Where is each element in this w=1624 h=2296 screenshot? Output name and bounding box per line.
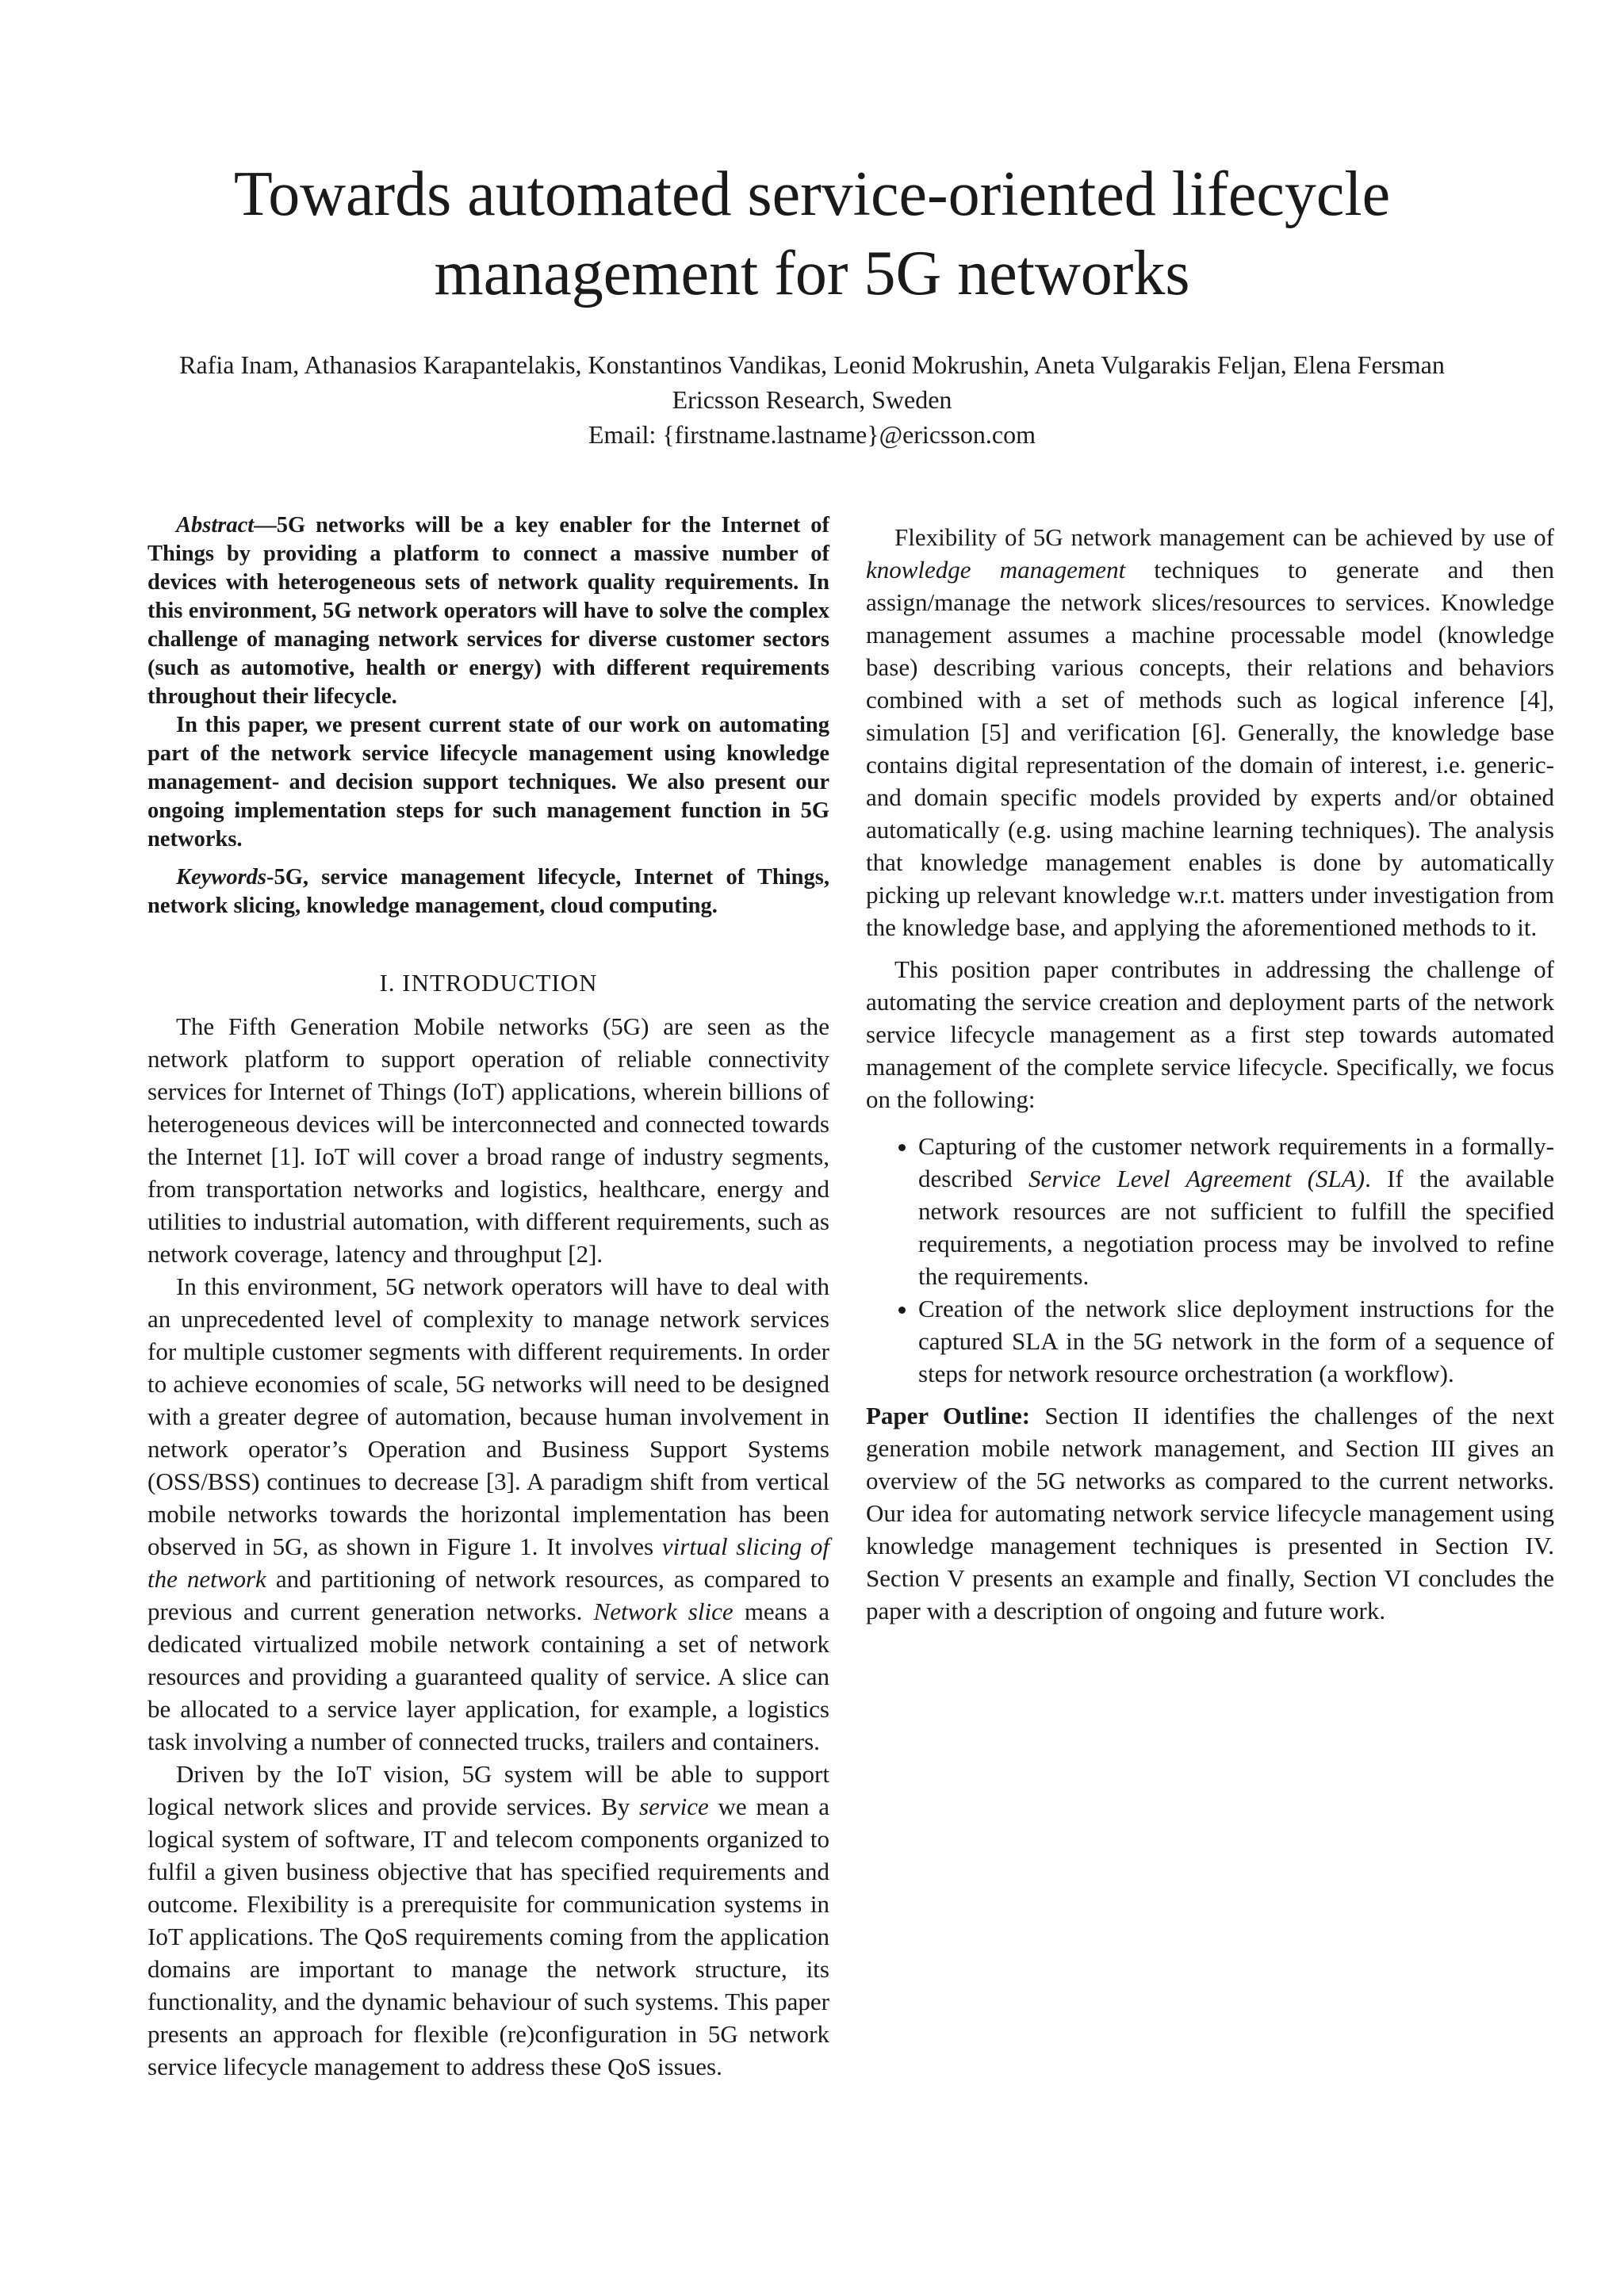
intro-p3-emph-service: service [639, 1793, 709, 1820]
paper-title [0, 155, 1624, 313]
title-line-2: management for 5G networks [434, 239, 1190, 308]
intro-p2-emph-virtual-slicing: virtual slicing of the network [147, 1533, 829, 1593]
left-column [147, 511, 829, 2083]
abstract-paragraph-2: In this paper, we present current state of our work on automating part of the network service lifecycle management using knowledge management- and decision support techniques. We also present our ongoing implementation steps for such management function in 5G networks. [147, 713, 829, 851]
intro-paragraph-3 [147, 1758, 829, 2083]
abstract-text-1: —5G networks will be a key enabler for the Internet of Things by providing a platform to connect a massive number of devices with heterogeneous sets of network quality requirements. In this environment, 5G network operators will have to solve the complex challenge of managing network services for diverse customer sectors (such as automotive, health or energy) with different requirements throughout their lifecycle. [147, 513, 829, 709]
paper-outline-label: Paper Outline: [866, 1402, 1031, 1429]
intro-paragraph-1: The Fifth Generation Mobile networks (5G) are seen as the network platform to support operation of reliable connectivity services for Internet of Things (IoT) applications, wherein billions of heterogeneous devices will be interconnected and connected towards the Internet [1]. IoT will cover a broad range of industry segments, from transportation networks and logistics, healthcare, energy and utilities to industrial automation, with different requirements, such as network coverage, latency and throughput [2]. [147, 1012, 829, 1268]
author-email: Email: {firstname.lastname}@ericsson.com [588, 420, 1036, 449]
intro-p4-text-a: Flexibility of 5G network management can be achieved by use of [894, 523, 1554, 551]
intro-p2-text-c: means a dedicated virtualized mobile network containing a set of network resources and providing a guaranteed quality of service. A slice can be allocated to a service layer application, for example, a logistics task involving a number of connected trucks, trailers and containers. [147, 1598, 829, 1755]
paper-outline-text: Section II identifies the challenges of the next generation mobile network management, and Section III gives an overview of the 5G networks as compared to the current networks. Our idea for automating network service lifecycle management using knowledge management techniques is presented in Section IV. Section V presents an example and finally, Section VI concludes the paper with a description of ongoing and future work. [866, 1402, 1554, 1624]
list-item: • Creation of the network slice deployment instructions for the captured SLA in the 5G network in the form of a sequence of steps for network resource orchestration (a workflow). [918, 1292, 1554, 1390]
list-item [918, 1130, 1554, 1292]
contribution-list [866, 1130, 1554, 1390]
affiliation: Ericsson Research, Sweden [672, 385, 952, 414]
author-block [0, 347, 1624, 452]
author-names: Rafia Inam, Athanasios Karapantelakis, Konstantinos Vandikas, Leonid Mokrushin, Aneta Vulgarakis Feljan, Elena Fersman [179, 350, 1445, 379]
intro-p4-text-b: techniques to generate and then assign/manage the network slices/resources to services. Knowledge management assumes a machine processable model (knowledge base) describing various concepts, their relations and behaviors combined with a set of methods such as logical inference [4], simulation [5] and verification [6]. Generally, the knowledge base contains digital representation of the domain of interest, i.e. generic- and domain specific models provided by experts and/or obtained automatically (e.g. using machine learning techniques). The analysis that knowledge management enables is done by automatically picking up relevant knowledge w.r.t. matters under investigation from the knowledge base, and applying the aforementioned methods to it. [866, 556, 1554, 941]
intro-p3-text-a: Driven by the IoT vision, 5G system will be able to support logical network slices and provide services. By [147, 1760, 829, 1820]
keywords-text: -5G, service management lifecycle, Internet of Things, network slicing, knowledge management, cloud computing. [147, 865, 829, 918]
section-heading-introduction: I. INTRODUCTION [379, 969, 598, 997]
intro-paragraph-5: This position paper contributes in addressing the challenge of automating the service creation and deployment parts of the network service lifecycle management as a first step towards automated management of the complete service lifecycle. Specifically, we focus on the following: [866, 955, 1554, 1113]
intro-p2-emph-network-slice: Network slice [593, 1598, 733, 1625]
bullet-1-text-a: Capturing of the customer network requirements in a formally-described [918, 1132, 1554, 1192]
abstract-label: Abstract [176, 513, 255, 538]
intro-p3-text-b: we mean a logical system of software, IT and telecom components organized to fulfil a given business objective that has specified requirements and outcome. Flexibility is a prerequisite for communication systems in IoT applications. The QoS requirements coming from the application domains are important to manage the network structure, its functionality, and the dynamic behaviour of such systems. This paper presents an approach for flexible (re)configuration in 5G network service lifecycle management to address these QoS issues. [147, 1793, 829, 2080]
bullet-1-emph-sla: Service Level Agreement (SLA) [1028, 1165, 1365, 1192]
keywords-label: Keywords [176, 865, 266, 890]
title-line-1: Towards automated service-oriented lifecycle [233, 159, 1391, 229]
keywords [147, 863, 829, 920]
intro-p2-text-b: and partitioning of network resources, as compared to previous and current generation networks. [147, 1565, 830, 1625]
bullet-1-text-b: . If the available network resources are not sufficient to fulfill the specified requirements, a negotiation process may be involved to refine the requirements. [918, 1165, 1554, 1290]
intro-paragraph-2 [147, 1270, 829, 1758]
intro-p2-text-a: In this environment, 5G network operators will have to deal with an unprecedented level of complexity to manage network services for multiple customer segments with different requirements. In order to achieve economies of scale, 5G networks will need to be designed with a greater degree of automation, because human involvement in network operator’s Operation and Business Support Systems (OSS/BSS) continues to decrease [3]. A paradigm shift from vertical mobile networks towards the horizontal implementation has been observed in 5G, as shown in Figure 1. It involves [147, 1272, 829, 1560]
intro-paragraph-4 [866, 521, 1554, 943]
right-column [866, 511, 1554, 1627]
paper-outline-paragraph [866, 1399, 1554, 1627]
abstract-paragraph-1 [147, 511, 829, 711]
intro-p4-emph-knowledge-management: knowledge management [866, 556, 1126, 584]
